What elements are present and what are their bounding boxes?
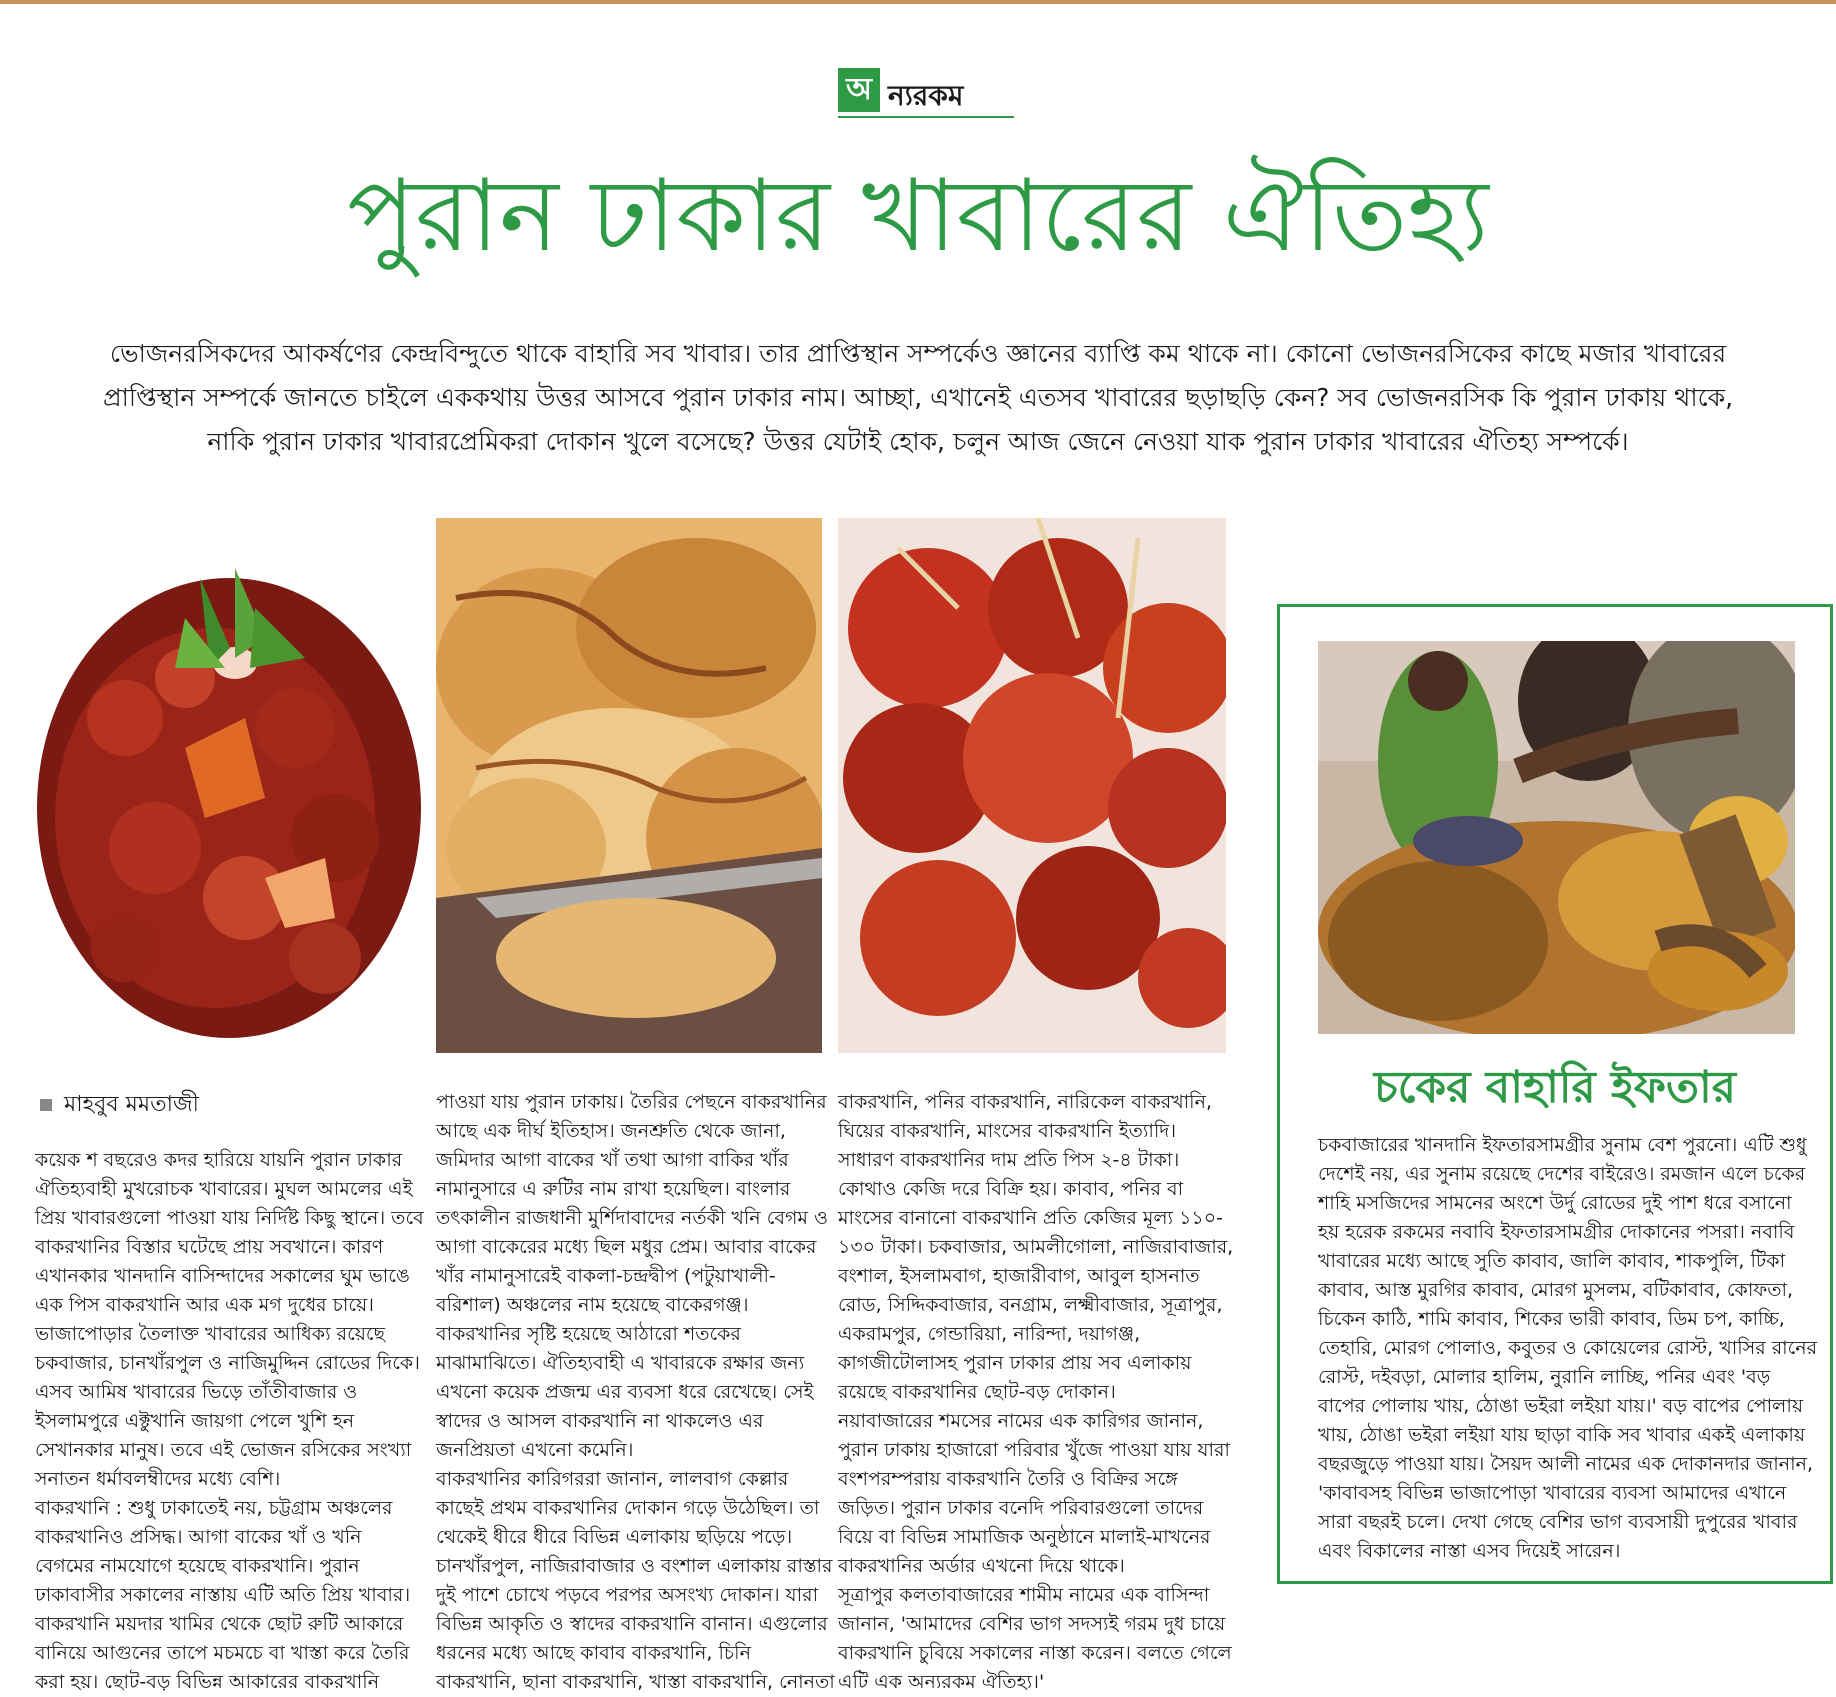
column-line: বাকরখানি, পনির বাকরখানি, নারিকেল বাকরখানি, — [838, 1091, 1212, 1113]
column-line: বংশাল, ইসলামবাগ, হাজারীবাগ, আবুল হাসনাত — [838, 1265, 1200, 1287]
column-line: চকবাজার, চানখাঁরপুল ও নাজিমুদ্দিন রোডের দিকে। — [35, 1352, 420, 1374]
column-line: রোড, সিদ্দিকবাজার, বনগ্রাম, লক্ষ্মীবাজার, সূত্রাপুর, — [838, 1294, 1223, 1316]
photo-meat-bhuna — [35, 518, 423, 1053]
column-line: করা হয়। ছোট-বড় বিভিন্ন আকারের বাকরখানি — [35, 1671, 380, 1693]
section-tag — [838, 68, 1014, 118]
sidebar-line: খায়, ঠোঙা ভইরা লইয়া যায় ছাড়া বাকি সব খাবার একই এলাকায় — [1318, 1424, 1806, 1446]
sidebar-line: শাহি মসজিদের সামনের অংশে উর্দু রোডের দুই পাশ ধরে বসানো — [1318, 1192, 1792, 1214]
column-line: কাছেই প্রথম বাকরখানির দোকান গড়ে উঠেছিল। তা — [436, 1497, 820, 1519]
column-line: বংশপরম্পরায় বাকরখানি তৈরি ও বিক্রির সঙ্গে — [838, 1468, 1178, 1490]
sidebar-line: সারা বছরই চলে। দেখা গেছে বেশির ভাগ ব্যবসায়ী দুপুরের খাবার — [1318, 1511, 1798, 1533]
column-line: বেগমের নামযোগে হয়েছে বাকরখানি। পুরান — [35, 1555, 360, 1577]
column-line: বানিয়ে আগুনের তাপে মচমচে বা খাস্তা করে তৈরি — [35, 1642, 410, 1664]
sidebar-box — [1277, 604, 1833, 1584]
column-line: তৎকালীন রাজধানী মুর্শিদাবাদের নর্তকী খনি বেগম ও — [436, 1207, 828, 1229]
article-column-3 — [838, 1088, 1234, 1697]
column-line: প্রিয় খাবারগুলো পাওয়া যায় নির্দিষ্ট কিছু স্থানে। তবে — [35, 1207, 424, 1229]
sidebar-line: চকবাজারের খানদানি ইফতারসামগ্রীর সুনাম বেশ পুরনো। এটি শুধু — [1318, 1134, 1807, 1156]
column-line: রয়েছে বাকরখানির ছোট-বড় দোকান। — [838, 1381, 1116, 1403]
column-line: জনপ্রিয়তা এখনো কমেনি। — [436, 1439, 634, 1461]
column-line: বাকরখানির অর্ডার এখনো দিয়ে থাকে। — [838, 1555, 1125, 1577]
column-line: কয়েক শ বছরেও কদর হারিয়ে যায়নি পুরান ঢাকার — [35, 1149, 403, 1171]
column-line: বাকরখানি ময়দার খামির থেকে ছোট রুটি আকারে — [35, 1613, 404, 1635]
sidebar-line: হয় হরেক রকমের নবাবি ইফতারসামগ্রীর দোকানের পসরা। নবাবি — [1318, 1221, 1795, 1243]
sidebar-line: দেশেই নয়, এর সুনাম রয়েছে দেশের বাইরেও। রমজান এলে চকের — [1318, 1163, 1806, 1185]
column-line: ১৩০ টাকা। চকবাজার, আমলীগোলা, নাজিরাবাজার, — [838, 1236, 1234, 1258]
section-tag-letter: অ — [838, 68, 880, 112]
article-column-2 — [436, 1088, 835, 1697]
column-line: ইসলামপুরে এক্টুখানি জায়গা পেলে খুশি হন — [35, 1410, 355, 1432]
column-line: চানখাঁরপুল, নাজিরাবাজার ও বংশাল এলাকায় রাস্তার — [436, 1555, 833, 1577]
column-line: ঐতিহ্যবাহী মুখরোচক খাবারের। মুঘল আমলের এই — [35, 1178, 413, 1200]
photo-chicken-roast — [436, 518, 822, 1053]
column-line: মাংসের বানানো বাকরখানি প্রতি কেজির মূল্য ১১০- — [838, 1207, 1223, 1229]
column-line: সেখানকার মানুষ। তবে এই ভোজন রসিকের সংখ্যা — [35, 1439, 412, 1461]
column-line: আছে এক দীর্ঘ ইতিহাস। জনশ্রুতি থেকে জানা, — [436, 1120, 786, 1142]
byline-author: মাহবুব মমতাজী — [64, 1092, 199, 1117]
column-line: এখনো কয়েক প্রজন্ম এর ব্যবসা ধরে রেখেছে। সেই — [436, 1381, 814, 1403]
column-line: দুই পাশে চোখে পড়বে পরপর অসংখ্য দোকান। যারা — [436, 1584, 819, 1606]
column-line: নয়াবাজারের শমসের নামের এক কারিগর জানান, — [838, 1410, 1204, 1432]
sidebar-line: রোস্ট, দইবড়া, মোলার হালিম, নুরানি লাচ্ছি, পনির এবং 'বড় — [1318, 1366, 1771, 1388]
intro-line: প্রাপ্তিস্থান সম্পর্কে জানতে চাইলে এককথায় উত্তর আসবে পুরান ঢাকার নাম। আচ্ছা, এখানেই এতসব খাবারের ছড়াছড়ি কেন? সব ভোজনরসিক কি পুরান ঢাকায় থাকে, — [102, 383, 1734, 412]
column-line: বাকরখানি : শুধু ঢাকাতেই নয়, চট্টগ্রাম অঞ্চলের — [35, 1497, 393, 1519]
sidebar-title: চকের বাহারি ইফতার — [1374, 1062, 1736, 1113]
column-line: পুরান ঢাকায় হাজারো পরিবার খুঁজে পাওয়া যায় যারা — [838, 1439, 1230, 1461]
photo-chawkbazar-iftar — [1318, 641, 1795, 1034]
sidebar-line: 'কাবাবসহ বিভিন্ন ভাজাপোড়া খাবারের ব্যবসা আমাদের এখানে — [1318, 1482, 1787, 1504]
column-line: বাকরখানির কারিগররা জানান, লালবাগ কেল্লার — [436, 1468, 789, 1490]
column-line: ধরনের মধ্যে আছে কাবাব বাকরখানি, চিনি — [436, 1642, 751, 1664]
column-line: বিভিন্ন আকৃতি ও স্বাদের বাকরখানি বানান। এগুলোর — [436, 1613, 828, 1635]
column-line: বাকরখানিও প্রসিদ্ধ। আগা বাকের খাঁ ও খনি — [35, 1526, 362, 1548]
column-line: সূত্রাপুর কলতাবাজারের শামীম নামের এক বাসিন্দা — [838, 1584, 1210, 1606]
column-line: সাধারণ বাকরখানির দাম প্রতি পিস ২-৪ টাকা। — [838, 1149, 1180, 1171]
column-line: থেকেই ধীরে ধীরে বিভিন্ন এলাকায় ছড়িয়ে পড়ে। — [436, 1526, 793, 1548]
column-line: এসব আমিষ খাবারের ভিড়ে তাঁতীবাজার ও — [35, 1381, 358, 1403]
column-line: কাগজীটোলাসহ পুরান ঢাকার প্রায় সব এলাকায় — [838, 1352, 1192, 1374]
column-line: পাওয়া যায় পুরান ঢাকায়। তৈরির পেছনে বাকরখানির — [436, 1091, 827, 1113]
column-line: ঢাকাবাসীর সকালের নাস্তায় এটি অতি প্রিয় খাবার। — [35, 1584, 411, 1606]
column-line: বাকরখানি চুবিয়ে সকালের নাস্তা করেন। বলতে গেলে — [838, 1642, 1232, 1664]
top-rule — [0, 0, 1836, 4]
page-title: পুরান ঢাকার খাবারের ঐতিহ্য — [347, 157, 1489, 274]
sidebar-line: বাপের পোলায় খায়, ঠোঙা ভইরা লইয়া যায়।' বড় বাপের পোলায় — [1318, 1395, 1804, 1417]
column-line: সনাতন ধর্মাবলম্বীদের মধ্যে বেশি। — [35, 1468, 281, 1490]
sidebar-line: এবং বিকালের নাস্তা এসব দিয়েই সারেন। — [1318, 1540, 1621, 1562]
sidebar-line: খাবারের মধ্যে আছে সুতি কাবাব, জালি কাবাব, শাকপুলি, টিকা — [1318, 1250, 1786, 1272]
byline-square-icon — [40, 1099, 52, 1111]
sidebar-line: কাবাব, আস্ত মুরগির কাবাব, মোরগ মুসলম, বটিকাবাব, কোফতা, — [1318, 1279, 1794, 1301]
column-line: কোথাও কেজি দরে বিক্রি হয়। কাবাব, পনির বা — [838, 1178, 1184, 1200]
column-line: ঘিয়ের বাকরখানি, মাংসের বাকরখানি ইত্যাদি। — [838, 1120, 1177, 1142]
column-line: ভাজাপোড়ার তৈলাক্ত খাবারের আধিক্য রয়েছে — [35, 1323, 386, 1345]
sidebar-line: চিকেন কাঠি, শামি কাবাব, শিকের ভারী কাবাব, ডিম চপ, কাচ্চি, — [1318, 1308, 1785, 1330]
column-line: এক পিস বাকরখানি আর এক মগ দুধের চায়ে। — [35, 1294, 374, 1316]
intro-line: নাকি পুরান ঢাকার খাবারপ্রেমিকরা দোকান খুলে বসেছে? উত্তর যেটাই হোক, চলুন আজ জেনে নেওয়া যাক পুরান ঢাকার খাবারের ঐতিহ্য সম্পর্কে। — [207, 427, 1629, 456]
column-line: এটি এক অন্যরকম ঐতিহ্য।' — [838, 1671, 1045, 1693]
sidebar-body — [1318, 1131, 1818, 1566]
column-line: বরিশাল) অঞ্চলের নাম হয়েছে বাকেরগঞ্জ। — [436, 1294, 749, 1316]
section-tag-text: ন্যরকম — [888, 79, 964, 112]
column-line: বাকরখানির বিস্তার ঘটেছে প্রায় সবখানে। কারণ — [35, 1236, 384, 1258]
column-line: জানান, 'আমাদের বেশির ভাগ সদস্যই গরম দুধ চায়ে — [838, 1613, 1226, 1635]
column-line: আগা বাকেরের মধ্যে ছিল মধুর প্রেম। আবার বাকের — [436, 1236, 817, 1258]
column-line: খাঁর নামানুসারেই বাকলা-চন্দ্রদ্বীপ (পটুয়াখালী- — [436, 1265, 776, 1287]
column-line: বাকরখানি, ছানা বাকরখানি, খাস্তা বাকরখানি, নোনতা — [436, 1671, 835, 1693]
column-line: মাঝামাঝিতে। ঐতিহ্যবাহী এ খাবারকে রক্ষার জন্য — [436, 1352, 805, 1374]
column-line: নামানুসারে এ রুটির নাম রাখা হয়েছিল। বাংলার — [436, 1178, 791, 1200]
column-line: বিয়ে বা বিভিন্ন সামাজিক অনুষ্ঠানে মালাই-মাখনের — [838, 1526, 1211, 1548]
sidebar-line: বছরজুড়ে পাওয়া যায়। সৈয়দ আলী নামের এক দোকানদার জানান, — [1318, 1453, 1814, 1475]
photo-tandoori-chicken — [838, 518, 1226, 1053]
column-line: স্বাদের ও আসল বাকরখানি না থাকলেও এর — [436, 1410, 764, 1432]
column-line: একরামপুর, গেন্ডারিয়া, নারিন্দা, দয়াগঞ্জ, — [838, 1323, 1141, 1345]
column-line: বাকরখানির সৃষ্টি হয়েছে আঠারো শতকের — [436, 1323, 741, 1345]
article-column-1 — [35, 1146, 423, 1697]
column-line: এখানকার খানদানি বাসিন্দাদের সকালের ঘুম ভাঙে — [35, 1265, 410, 1287]
column-line: জড়িত। পুরান ঢাকার বনেদি পরিবারগুলো তাদের — [838, 1497, 1204, 1519]
byline — [40, 1090, 199, 1120]
column-line: জমিদার আগা বাকের খাঁ তথা আগা বাকির খাঁর — [436, 1149, 789, 1171]
intro-line: ভোজনরসিকদের আকর্ষণের কেন্দ্রবিন্দুতে থাকে বাহারি সব খাবার। তার প্রাপ্তিস্থান সম্পর্কেও জ্ঞানের ব্যাপ্তি কম থাকে না। কোনো ভোজনরসিকের কাছে মজার খাবারের — [109, 339, 1727, 368]
sidebar-line: তেহারি, মোরগ পোলাও, কবুতর ও কোয়েলের রোস্ট, খাসির রানের — [1318, 1337, 1818, 1359]
intro-paragraph — [80, 332, 1756, 464]
